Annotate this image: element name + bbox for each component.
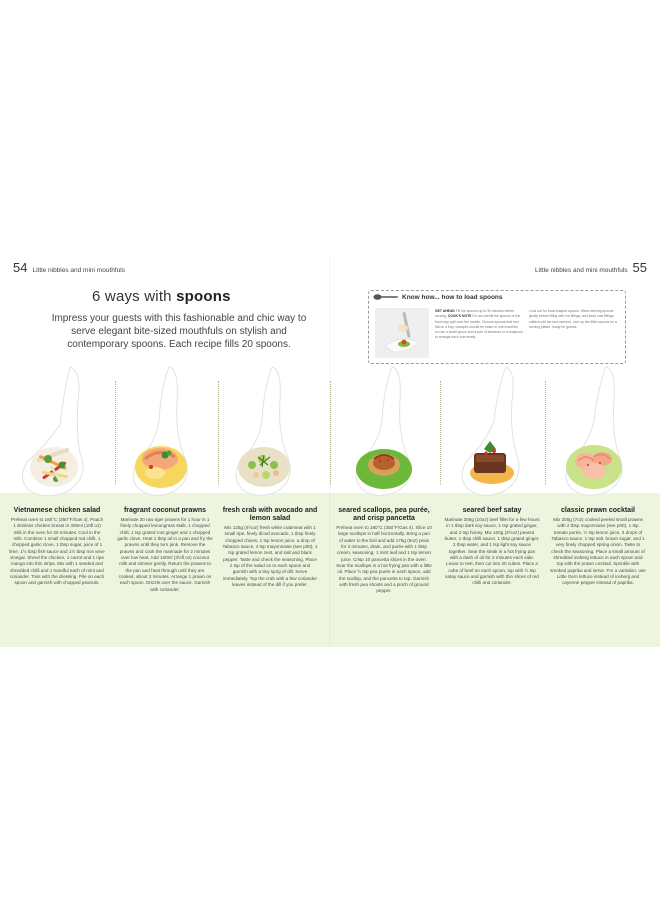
title-prefix: 6 ways with <box>92 288 177 305</box>
recipe-title: classic prawn cocktail <box>561 507 635 514</box>
column-divider <box>330 381 331 485</box>
spoon-loading-photo <box>375 308 429 358</box>
how-to-box <box>368 290 626 364</box>
running-head-right <box>535 260 647 275</box>
recipe-fresh-crab-avocado <box>222 507 318 588</box>
recipe-method: Preheat oven to 180°C (350°F/Gas 4). Slice 10 large scallops in half horizontally. Bring a pan of water to the boil and add 175g (6oz) peas for 2 minutes, drain, and purée with 1 tbsp cream, seasoning, 1 mint leaf and 1 tsp lemon juice. Crisp 10 pancetta slices in the oven. Sear the scallops in a hot frying pan with a little oil. Place ½ tsp pea purée in each spoon, add the scallop, and the pancetta to top. Garnish with fresh pea shoots and a pinch of ground pepper. <box>336 525 432 594</box>
recipe-title: fragrant coconut prawns <box>123 507 207 514</box>
how-to-column-2: Look out for bowl-shaped spoons. Warm serving spoons gently before filling with hot fillings, and keep cold fillings chilled until the last moment. Line up the filled spoons on a serving platter, ready for guests. <box>529 309 617 329</box>
recipe-classic-prawn-cocktail <box>550 507 646 587</box>
running-head-left <box>13 260 125 275</box>
recipe-method: Preheat oven to 180°C (350°F/Gas 4). Poach 1 skinless chicken breast in 300ml (10fl oz) milk in the oven for 20 minutes. Cool in the milk. Combine 1 small chopped red chilli, 1 chopped garlic clove, 1 tbsp sugar, juice of 1 lime, 1½ tbsp fish sauce and 1½ tbsp rice wine vinegar. Shred the chicken, 1 carrot and 1 ripe mango into thin strips. Mix with 1 seeded and shredded chilli and 1 handful each of mint and coriander. Toss with the dressing. Pile on each spoon and garnish with chopped peanuts. <box>9 517 105 586</box>
spoon-photo-scallops <box>334 361 438 501</box>
spoon-photo-prawn-cocktail <box>546 361 650 501</box>
spoon-icon <box>373 293 399 301</box>
page-number-left: 54 <box>13 260 28 275</box>
title-bold: spoons <box>176 288 231 305</box>
section-label-right: Little nibbles and mini mouthfuls <box>535 267 628 274</box>
spoon-photo-crab-avocado <box>218 361 322 501</box>
recipe-method: Marinate 20 raw tiger prawns for 1 hour in 1 finely chopped lemongrass stalk, 1 chopped chilli, 1 tsp grated root ginger and 1 chopped garlic clove. Heat 1 tbsp oil in a pan and fry the prawns until they turn pink. Remove the prawns and cook the marinade for 2 minutes over low heat. Add 100ml (3½fl oz) coconut milk and simmer gently. Return the prawns to the pan and heat through until they are cooked, about 3 minutes. Arrange 1 prawn on each spoon. Drizzle over the sauce. Garnish with coriander. <box>117 517 213 592</box>
recipe-vietnamese-chicken-salad <box>9 507 105 587</box>
how-to-heading <box>373 293 503 301</box>
spoon-photo-beef-satay <box>440 361 544 501</box>
page-title <box>92 288 231 305</box>
how-to-column-1 <box>435 309 523 341</box>
spoon-photo-coconut-prawns <box>113 361 217 501</box>
recipe-title: Vietnamese chicken salad <box>13 507 101 514</box>
book-spread <box>0 255 660 647</box>
spoon-photo-vietnamese-chicken <box>6 361 110 501</box>
how-to-heading-text: Know how... how to load spoons <box>402 293 503 301</box>
cooks-note-label: COOK'S NOTE <box>447 314 472 319</box>
recipe-title: seared scallops, pea purée, and crisp pancetta <box>338 507 430 522</box>
cooks-note-text: Do not overfill the spoons or the food may spill over the handle. Choose spoons that rest flat on a tray; canapés should be eaten in one mouthful, so use a small spoon and a pair of tweezers or a teaspoon to arrange each one neatly. <box>435 314 523 340</box>
recipe-title: seared beef satay <box>462 507 522 514</box>
get-ahead-label: GET AHEAD <box>435 309 455 313</box>
recipe-method: Mix 125g (4½oz) fresh white crabmeat with 1 small ripe, finely diced avocado, 1 tbsp finely chopped chives, 1 tsp lemon juice, a drop of Tabasco sauce, 4 tsp mayonnaise (see p00), 1 tsp grated lemon zest, and salt and black pepper. Taste and check the seasoning. Place 1 tsp of the salad on to each spoon and garnish with a tiny sprig of dill. Serve immediately. Top the crab with a few coriander leaves instead of the dill if you prefer. <box>222 525 318 588</box>
intro-text: Impress your guests with this fashionable and chic way to serve elegant bite-sized mouthfuls on stylish and contemporary spoons. Each recipe fills 20 spoons. <box>51 313 307 350</box>
recipe-seared-scallops <box>336 507 432 595</box>
recipe-method: Mix 200g (7oz) cooked peeled small prawns with 2 tbsp mayonnaise (see p00), 1 tsp tomato purée, ½ tsp lemon juice, 3 drops of Tabasco sauce, 1 tsp salt, brown sugar, and 1 very finely chopped spring onion. Taste to check the seasoning. Place a small amount of shredded iceberg lettuce in each spoon and top with the prawn cocktail. Sprinkle with smoked paprika and serve. For a variation, use Little Gem lettuce instead of iceberg and cayenne pepper instead of paprika. <box>550 517 646 586</box>
page-number-right: 55 <box>632 260 647 275</box>
get-ahead-text: Fill the spoons up to 30 minutes before serving. <box>435 309 515 319</box>
section-label-left: Little nibbles and mini mouthfuls <box>32 267 125 274</box>
recipe-fragrant-coconut-prawns <box>117 507 213 593</box>
recipe-seared-beef-satay <box>444 507 540 587</box>
recipe-method: Marinate 300g (10oz) beef fillet for a few hours in 1 tbsp dark soy sauce, 1 tsp grated ginger, and 2 tsp honey. Mix 100g (3½oz) peanut butter, 1 tbsp chilli sauce, 1 tbsp grated ginger, 2 tbsp water, and 1 tsp light soy sauce together. Sear the steak in a hot frying pan with a dash of oil for 2 minutes each side. Leave to rest, then cut into 20 cubes. Place a cube of beef on each spoon, top with ½ tsp satay sauce and garnish with thin slices of red chilli and coriander. <box>444 517 540 586</box>
recipe-title: fresh crab with avocado and lemon salad <box>222 507 318 522</box>
